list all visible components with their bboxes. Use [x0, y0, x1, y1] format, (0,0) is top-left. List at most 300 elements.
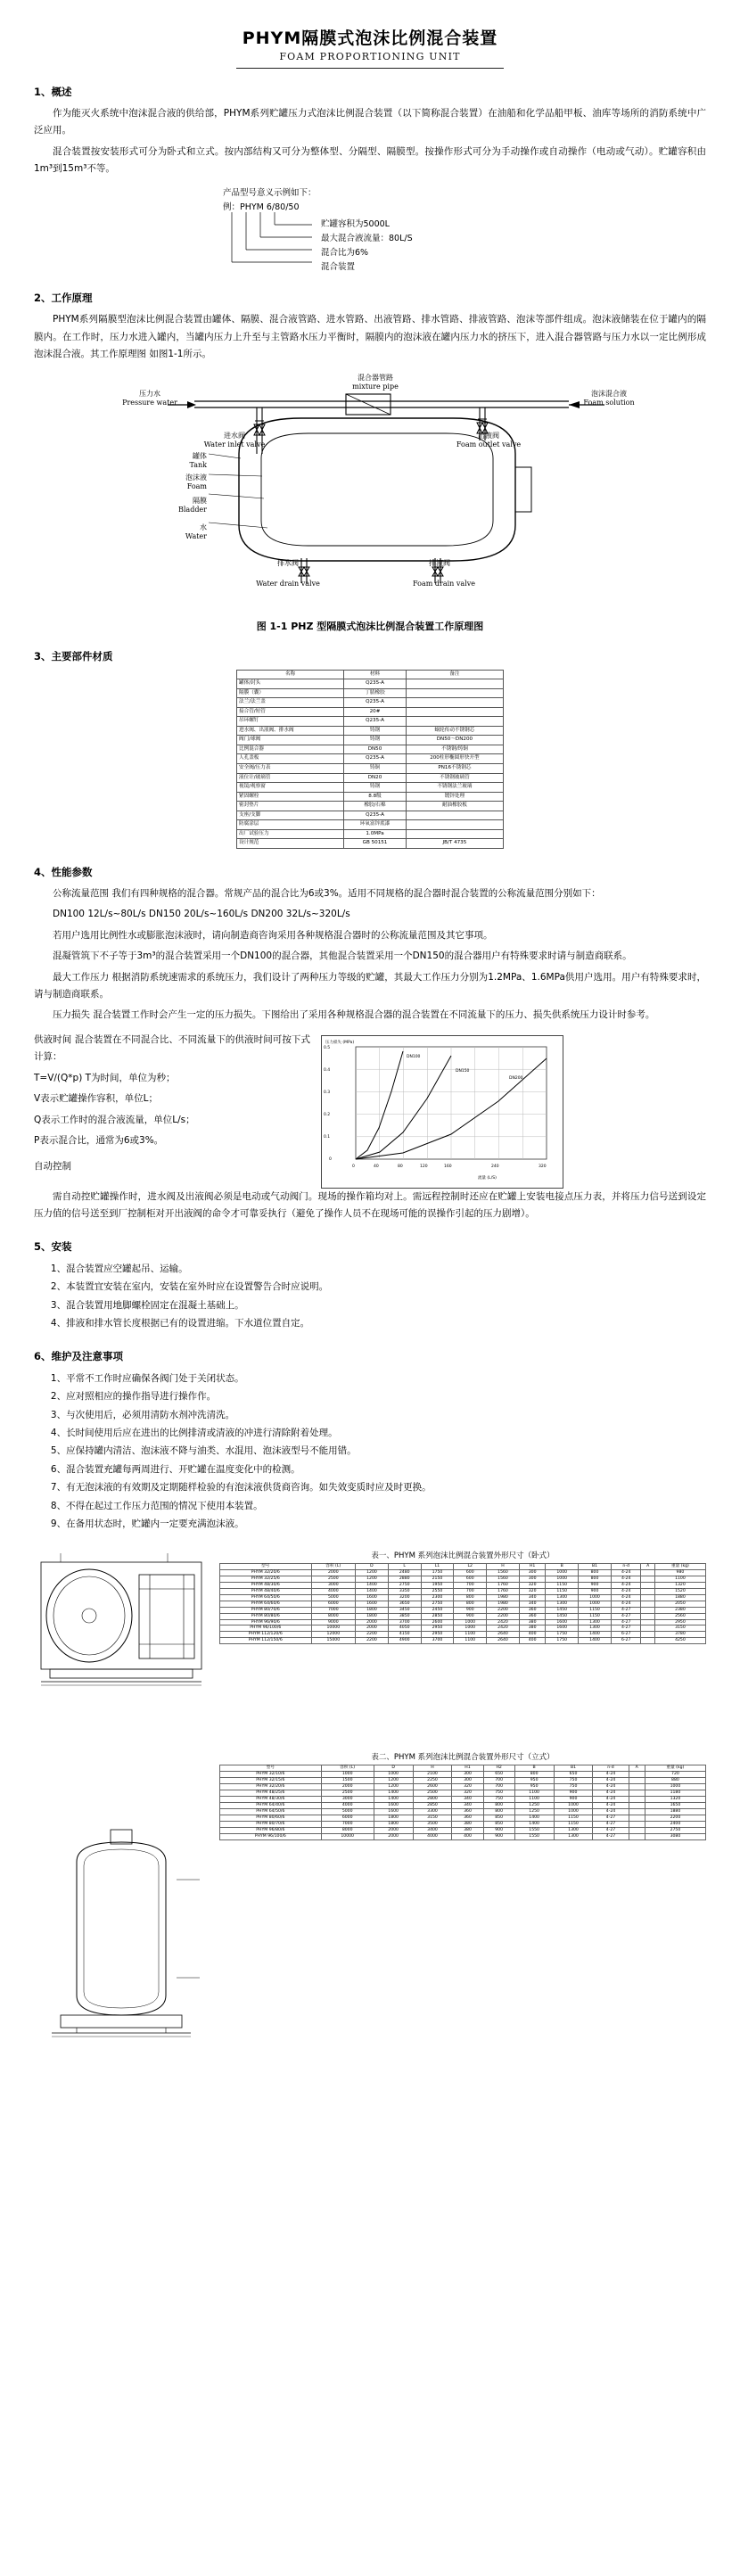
table-cell: 2400 — [645, 1822, 705, 1828]
materials-cell: 防腐涂层 — [237, 820, 344, 830]
table-cell: 1750 — [546, 1632, 579, 1638]
column-header: A — [629, 1765, 645, 1772]
model-code-diagram — [223, 185, 517, 276]
table-cell: 800 — [483, 1803, 514, 1809]
label-pressure-water-en: Pressure water — [122, 398, 177, 407]
materials-cell: Q235-A — [344, 717, 407, 727]
table-cell: 650 — [483, 1772, 514, 1778]
table-cell: 1450 — [546, 1613, 579, 1619]
table-cell — [629, 1822, 645, 1828]
table-cell: 980 — [654, 1569, 705, 1576]
table-cell: 1200 — [356, 1569, 389, 1576]
table-cell: 3300 — [413, 1809, 452, 1815]
column-header: L — [388, 1563, 421, 1569]
materials-cell: 不锈钢玻璃管 — [406, 773, 503, 783]
column-header: B — [514, 1765, 554, 1772]
table-cell: 1400 — [374, 1790, 413, 1797]
table-cell: 1400 — [356, 1588, 389, 1594]
materials-cell: DN50 — [344, 745, 407, 754]
maintenance-item: 3、与次使用后，必须用清防水剂冲洗清洗。 — [50, 1409, 235, 1420]
table-cell: PHYM 48/40/6 — [220, 1588, 312, 1594]
table-cell: 2200 — [645, 1815, 705, 1822]
table-cell: 1880 — [654, 1594, 705, 1601]
table-cell: 5000 — [321, 1809, 374, 1815]
materials-cell: 罐体/封头 — [237, 679, 344, 689]
materials-cell: 耐油橡胶板 — [406, 802, 503, 811]
table-cell: 2000 — [321, 1784, 374, 1790]
table-cell: 10000 — [311, 1625, 356, 1632]
table-cell: 1000 — [321, 1772, 374, 1778]
table-cell: 3350 — [388, 1588, 421, 1594]
table-cell: 2950 — [654, 1619, 705, 1625]
materials-cell: 密封垫片 — [237, 802, 344, 811]
table-cell: PHYM 64/40/6 — [220, 1803, 322, 1809]
table-cell: 1500 — [321, 1778, 374, 1784]
table-cell: 1100 — [514, 1790, 554, 1797]
table-row — [220, 1601, 706, 1607]
table-cell: 340 — [452, 1803, 483, 1809]
performance-paragraph-3: 若用户选用比例性水或膨胀泡沫液时，请向制造商咨询采用各种规格混合器时的公称流量范围及其它事项。 — [53, 929, 493, 941]
label-foam-en: Foam — [186, 481, 207, 490]
table-cell: 2800 — [413, 1797, 452, 1803]
table-cell: 2500 — [321, 1790, 374, 1797]
table-cell — [641, 1594, 654, 1601]
table-cell: 380 — [519, 1625, 545, 1632]
materials-row — [237, 839, 504, 849]
table-cell: 2200 — [487, 1613, 520, 1619]
table-cell: 7000 — [321, 1822, 374, 1828]
label-foam-drain-en: Foam drain valve — [413, 579, 475, 588]
table-cell: 1980 — [487, 1601, 520, 1607]
performance-paragraph-7: 供液时间 混合装置在不同混合比、不同流量下的供液时间可按下式计算： — [34, 1033, 310, 1063]
maintenance-item: 2、应对照相应的操作指导进行操作作。 — [50, 1391, 217, 1403]
label-mixture-pipe-cn: 混合器管路 — [358, 373, 393, 382]
performance-var-v: V表示贮罐操作容积，单位L； — [34, 1093, 159, 1105]
materials-cell — [406, 829, 503, 839]
table-cell: 2000 — [374, 1828, 413, 1834]
materials-cell: 橡胶/石棉 — [344, 802, 407, 811]
table-cell: 4-24 — [593, 1778, 629, 1784]
maintenance-list — [34, 1370, 706, 1534]
table-cell: 1800 — [356, 1613, 389, 1619]
table-cell: 650 — [554, 1772, 593, 1778]
table-cell: 900 — [483, 1828, 514, 1834]
materials-cell: 出厂试验压力 — [237, 829, 344, 839]
table-row — [220, 1594, 706, 1601]
table-cell — [641, 1632, 654, 1638]
label-foam-outlet-valve-cn: 出液阀 — [478, 431, 499, 440]
table-cell: 4000 — [413, 1834, 452, 1840]
svg-text:320: 320 — [539, 1164, 547, 1169]
materials-cell: 进水阀、出液阀、排水阀 — [237, 726, 344, 736]
svg-text:0: 0 — [352, 1164, 355, 1169]
materials-cell: 安全阀/压力表 — [237, 763, 344, 773]
table-cell: 380 — [452, 1828, 483, 1834]
svg-text:80: 80 — [398, 1164, 403, 1169]
materials-cell: DN20 — [344, 773, 407, 783]
materials-cell: 镀锌处理 — [406, 792, 503, 802]
table-cell: 1600 — [546, 1619, 579, 1625]
table-cell: 1880 — [645, 1809, 705, 1815]
table-cell: 4150 — [388, 1632, 421, 1638]
section-heading-materials: 3、主要部件材质 — [34, 649, 113, 663]
table-cell: 2480 — [388, 1569, 421, 1576]
materials-table — [236, 670, 504, 849]
model-code-line-3: 混合比为6% — [321, 247, 369, 258]
model-code-leader-lines — [223, 210, 321, 269]
table-cell: 12000 — [311, 1632, 356, 1638]
table-cell: 4050 — [388, 1625, 421, 1632]
table-cell: 1560 — [487, 1569, 520, 1576]
table-cell: 3850 — [388, 1613, 421, 1619]
column-header: H1 — [452, 1765, 483, 1772]
table-cell: 8000 — [311, 1613, 356, 1619]
table-cell: 1150 — [554, 1815, 593, 1822]
svg-text:DN200: DN200 — [509, 1075, 523, 1081]
table-cell: 600 — [454, 1576, 487, 1582]
materials-row — [237, 707, 504, 717]
table-cell: 900 — [483, 1834, 514, 1840]
column-header: n-d — [593, 1765, 629, 1772]
table-cell: 1000 — [554, 1803, 593, 1809]
materials-cell: 接合管/短管 — [237, 707, 344, 717]
table-cell: 8000 — [321, 1828, 374, 1834]
table-cell: 4000 — [311, 1588, 356, 1594]
table-row — [220, 1828, 706, 1834]
svg-text:160: 160 — [444, 1164, 452, 1169]
model-code-line-1: 贮罐容积为5000L — [321, 218, 390, 229]
table-cell: 2950 — [421, 1625, 454, 1632]
materials-cell — [406, 698, 503, 708]
table-cell: 4-24 — [611, 1588, 641, 1594]
performance-var-p: P表示混合比，通常为6或3%。 — [34, 1134, 164, 1146]
table-cell: 6-27 — [611, 1638, 641, 1644]
column-header: n-d — [611, 1563, 641, 1569]
table-cell: 3700 — [388, 1619, 421, 1625]
table-cell: 4-27 — [593, 1834, 629, 1840]
materials-cell: DN50～DN200 — [406, 736, 503, 745]
table-cell: 1560 — [487, 1576, 520, 1582]
table-cell: 1150 — [579, 1607, 612, 1613]
table-cell: 750 — [554, 1784, 593, 1790]
table-cell: 1450 — [546, 1607, 579, 1613]
chart-xlabel: 流量 (L/S) — [478, 1175, 497, 1181]
table-cell: 1300 — [554, 1834, 593, 1840]
materials-cell: 紧固螺栓 — [237, 792, 344, 802]
table-cell: 1300 — [546, 1594, 579, 1601]
materials-cell: JB/T 4735 — [406, 839, 503, 849]
materials-cell: 法兰/法兰盖 — [237, 698, 344, 708]
maintenance-item: 8、不得在起过工作压力范围的情况下使用本装置。 — [50, 1500, 263, 1511]
table-cell: 4-27 — [611, 1613, 641, 1619]
section-heading-overview: 1、概述 — [34, 86, 72, 98]
table-cell: 3200 — [388, 1594, 421, 1601]
table-cell: 900 — [579, 1582, 612, 1588]
table-cell: 950 — [514, 1778, 554, 1784]
table-cell: PHYM 32/20/6 — [220, 1784, 322, 1790]
table-cell — [629, 1784, 645, 1790]
materials-cell: 设计规范 — [237, 839, 344, 849]
table-cell — [641, 1582, 654, 1588]
table-cell: 4-24 — [593, 1790, 629, 1797]
label-foam-solution-cn: 泡沫混合液 — [591, 389, 627, 398]
performance-auto-control-heading: 自动控制 — [34, 1161, 71, 1173]
table-cell: 3780 — [654, 1632, 705, 1638]
materials-cell: 吊环螺钉 — [237, 717, 344, 727]
label-tank-en: Tank — [189, 460, 207, 469]
materials-cell — [406, 717, 503, 727]
materials-row — [237, 820, 504, 830]
svg-text:DN100: DN100 — [407, 1054, 421, 1059]
table-cell: 2380 — [654, 1607, 705, 1613]
table-cell: 6000 — [321, 1815, 374, 1822]
table-cell: 1520 — [654, 1588, 705, 1594]
table-cell: 1400 — [579, 1638, 612, 1644]
table-cell: 320 — [452, 1784, 483, 1790]
table-cell: 340 — [519, 1601, 545, 1607]
table-cell — [629, 1797, 645, 1803]
table-cell: 2500 — [311, 1576, 356, 1582]
materials-row — [237, 773, 504, 783]
table-cell: 1750 — [546, 1638, 579, 1644]
model-code-example: 例：PHYM 6/80/50 — [223, 202, 300, 212]
column-header: 重量 (kg) — [654, 1563, 705, 1569]
table-cell: PHYM 64/50/6 — [220, 1594, 312, 1601]
figure-1-caption: 图 1-1 PHZ 型隔膜式泡沫比例混合装置工作原理图 — [256, 620, 484, 632]
table-cell: 850 — [483, 1815, 514, 1822]
table-cell: 800 — [454, 1594, 487, 1601]
svg-text:0.4: 0.4 — [324, 1067, 331, 1073]
table-cell: 1760 — [487, 1582, 520, 1588]
label-water-drain-cn: 排水阀 — [277, 558, 299, 567]
materials-row — [237, 811, 504, 820]
materials-row — [237, 736, 504, 745]
table-cell: 320 — [452, 1790, 483, 1797]
table-cell: PHYM 32/20/6 — [220, 1569, 312, 1576]
table-cell: 2000 — [356, 1625, 389, 1632]
materials-row — [237, 679, 504, 689]
maintenance-item: 5、应保持罐内清洁、泡沫液不降与油类、水混用、泡沫液型号不能用错。 — [50, 1445, 357, 1457]
materials-cell: 隔膜（囊） — [237, 688, 344, 698]
table-cell: 1300 — [554, 1828, 593, 1834]
table-row — [220, 1834, 706, 1840]
materials-header-material: 材料 — [344, 670, 407, 679]
label-foam-cn: 泡沫液 — [185, 473, 207, 481]
overview-paragraph-1: 作为能灭火系统中泡沫混合液的供给部，PHYM系列贮罐压力式泡沫比例混合装置（以下简称混合装置）在油船和化学品船甲板、油库等场所的消防系统中广泛应用。 — [34, 108, 706, 136]
column-header: L2 — [454, 1563, 487, 1569]
table-cell: 1320 — [645, 1797, 705, 1803]
column-header: 容积 (L) — [311, 1563, 356, 1569]
label-bladder-cn: 隔膜 — [193, 496, 207, 505]
materials-row — [237, 829, 504, 839]
column-header: 容积 (L) — [321, 1765, 374, 1772]
table-cell: 1950 — [421, 1582, 454, 1588]
table-cell: 1300 — [546, 1601, 579, 1607]
materials-cell: 200柱形椭圆形快开型 — [406, 754, 503, 764]
table-cell: 800 — [579, 1569, 612, 1576]
table-cell: 1600 — [374, 1809, 413, 1815]
table-cell: 1100 — [454, 1638, 487, 1644]
table-row — [220, 1638, 706, 1644]
table-row — [220, 1815, 706, 1822]
materials-cell: PN16不锈钢芯 — [406, 763, 503, 773]
table-cell: 2600 — [421, 1619, 454, 1625]
table-cell: 1150 — [546, 1582, 579, 1588]
column-header: D — [374, 1765, 413, 1772]
table-cell: 300 — [452, 1772, 483, 1778]
table-cell: 340 — [519, 1594, 545, 1601]
section-heading-performance: 4、性能参数 — [34, 865, 93, 878]
table-row — [220, 1576, 706, 1582]
table-cell: 2640 — [487, 1638, 520, 1644]
table-row — [220, 1803, 706, 1809]
materials-cell: 铸铜 — [344, 763, 407, 773]
table-cell: 4-27 — [593, 1822, 629, 1828]
table-cell: 1150 — [546, 1588, 579, 1594]
table-cell: 2000 — [356, 1619, 389, 1625]
table-cell: 4-24 — [593, 1797, 629, 1803]
materials-cell: 8.8级 — [344, 792, 407, 802]
table-cell: 4-24 — [611, 1582, 641, 1588]
installation-item: 1、混合装置应空罐起吊、运输。 — [50, 1263, 188, 1274]
table-row — [220, 1772, 706, 1778]
column-header: H — [487, 1563, 520, 1569]
table-cell: 380 — [519, 1619, 545, 1625]
table-cell: 2750 — [645, 1828, 705, 1834]
page-title: PHYM隔膜式泡沫比例混合装置 — [242, 29, 498, 48]
table-cell: 1200 — [374, 1784, 413, 1790]
label-water-drain-en: Water drain valve — [256, 579, 320, 588]
pressure-loss-plot — [322, 1036, 561, 1186]
table-cell: 2420 — [487, 1619, 520, 1625]
table-cell — [641, 1638, 654, 1644]
materials-row — [237, 745, 504, 754]
performance-paragraph-4: 混凝管筑下不子等于3m³的混合装置采用一个DN100的混合器，其他混合装置采用一个DN150的混合器用户有特殊要求时请与制造商联系。 — [53, 951, 632, 962]
label-pressure-water-cn: 压力水 — [139, 389, 160, 398]
table-cell: 1000 — [554, 1809, 593, 1815]
table-cell: PHYM 96/100/6 — [220, 1625, 312, 1632]
materials-header-note: 备注 — [406, 670, 503, 679]
table-cell: 1400 — [514, 1822, 554, 1828]
table-cell: 700 — [454, 1588, 487, 1594]
table-cell: 2560 — [654, 1613, 705, 1619]
table-cell: 4-24 — [593, 1784, 629, 1790]
table-cell: 1320 — [654, 1582, 705, 1588]
table-cell: 400 — [519, 1632, 545, 1638]
table-cell: 4-27 — [611, 1625, 641, 1632]
table-row — [220, 1797, 706, 1803]
table-cell: 6000 — [311, 1601, 356, 1607]
maintenance-item: 4、长时间使用后应在进出的比例排清或清液的冲进行清除附着处理。 — [50, 1427, 338, 1438]
table-cell: PHYM 80/70/6 — [220, 1822, 322, 1828]
table-cell: 1400 — [514, 1815, 554, 1822]
table-cell: 700 — [483, 1778, 514, 1784]
table-cell: 1760 — [487, 1588, 520, 1594]
svg-text:240: 240 — [491, 1164, 499, 1169]
table-cell: 4-27 — [611, 1619, 641, 1625]
table-cell: 900 — [579, 1588, 612, 1594]
table-cell: 1150 — [554, 1822, 593, 1828]
svg-text:0.2: 0.2 — [324, 1112, 331, 1117]
table-cell: PHYM 48/30/6 — [220, 1797, 322, 1803]
table-cell: 300 — [452, 1778, 483, 1784]
table-cell: 3650 — [388, 1601, 421, 1607]
performance-formula: T=V/(Q*p) T为时间，单位为秒； — [34, 1072, 176, 1083]
installation-item: 2、本装置宜安装在室内，安装在室外时应在设置警告合时应说明。 — [50, 1281, 329, 1293]
table-cell: 2550 — [421, 1588, 454, 1594]
materials-cell: 不锈钢法兰玻璃 — [406, 783, 503, 793]
materials-cell: Q235-A — [344, 679, 407, 689]
materials-cell — [406, 707, 503, 717]
table-cell: 2000 — [374, 1834, 413, 1840]
table-cell: 1800 — [356, 1607, 389, 1613]
table-row — [220, 1778, 706, 1784]
table-cell: PHYM 32/25/6 — [220, 1576, 312, 1582]
table-cell: 1000 — [579, 1594, 612, 1601]
materials-row — [237, 763, 504, 773]
table-cell: 900 — [554, 1790, 593, 1797]
svg-text:DN150: DN150 — [456, 1068, 470, 1074]
materials-cell: 丁腈橡胶 — [344, 688, 407, 698]
table-cell: 800 — [514, 1772, 554, 1778]
model-code-title: 产品型号意义示例如下： — [223, 187, 317, 198]
materials-cell: 阀门/球阀 — [237, 736, 344, 745]
table-cell: 3400 — [413, 1828, 452, 1834]
table-cell: 1600 — [546, 1625, 579, 1632]
vertical-unit-drawing — [34, 1826, 209, 2049]
table-cell — [629, 1828, 645, 1834]
table-cell — [641, 1576, 654, 1582]
table-cell: PHYM 32/10/6 — [220, 1772, 322, 1778]
table-cell: PHYM 80/80/6 — [220, 1613, 312, 1619]
label-mixture-pipe-en: mixture pipe — [352, 382, 399, 391]
materials-cell: 环氧富锌底漆 — [344, 820, 407, 830]
table-cell: 4-24 — [593, 1803, 629, 1809]
table-2-title: 表二、PHYM 系列泡沫比例混合装置外形尺寸（立式） — [371, 1753, 555, 1763]
table-cell: 1650 — [645, 1803, 705, 1809]
table-cell: 320 — [519, 1582, 545, 1588]
table-cell: 4-24 — [611, 1594, 641, 1601]
materials-cell: 1.0MPa — [344, 829, 407, 839]
column-header: A — [641, 1563, 654, 1569]
table-row — [220, 1822, 706, 1828]
column-header: H1 — [519, 1563, 545, 1569]
table-cell: 1100 — [654, 1576, 705, 1582]
label-water-inlet-valve-cn: 进水阀 — [224, 431, 245, 440]
page-subtitle: FOAM PROPORTIONING UNIT — [279, 51, 461, 62]
table-cell: 4000 — [321, 1803, 374, 1809]
table-cell: 4-24 — [593, 1809, 629, 1815]
materials-cell: 铸钢 — [344, 783, 407, 793]
table-cell — [641, 1625, 654, 1632]
table-row — [220, 1784, 706, 1790]
materials-row — [237, 792, 504, 802]
table-row — [220, 1619, 706, 1625]
materials-cell: 人孔盖板 — [237, 754, 344, 764]
table-cell: 2000 — [311, 1569, 356, 1576]
materials-cell: 液位计/玻璃管 — [237, 773, 344, 783]
column-header: 重量 (kg) — [645, 1765, 705, 1772]
table-cell: PHYM 96/100/6 — [220, 1834, 322, 1840]
table-cell: 3080 — [645, 1834, 705, 1840]
column-header: D — [356, 1563, 389, 1569]
table-cell: 4-24 — [611, 1601, 641, 1607]
table-cell: 900 — [454, 1607, 487, 1613]
table-cell — [641, 1613, 654, 1619]
performance-paragraph-5: 最大工作压力 根据消防系统速需求的系统压力，我们设计了两种压力等级的贮罐，其最大工作压力分别为1.2MPa、1.6MPa供用户选用。用户有特殊要求时，请与制造商联系。 — [34, 971, 706, 1000]
table-cell: 900 — [554, 1797, 593, 1803]
table-cell: PHYM 48/25/6 — [220, 1790, 322, 1797]
